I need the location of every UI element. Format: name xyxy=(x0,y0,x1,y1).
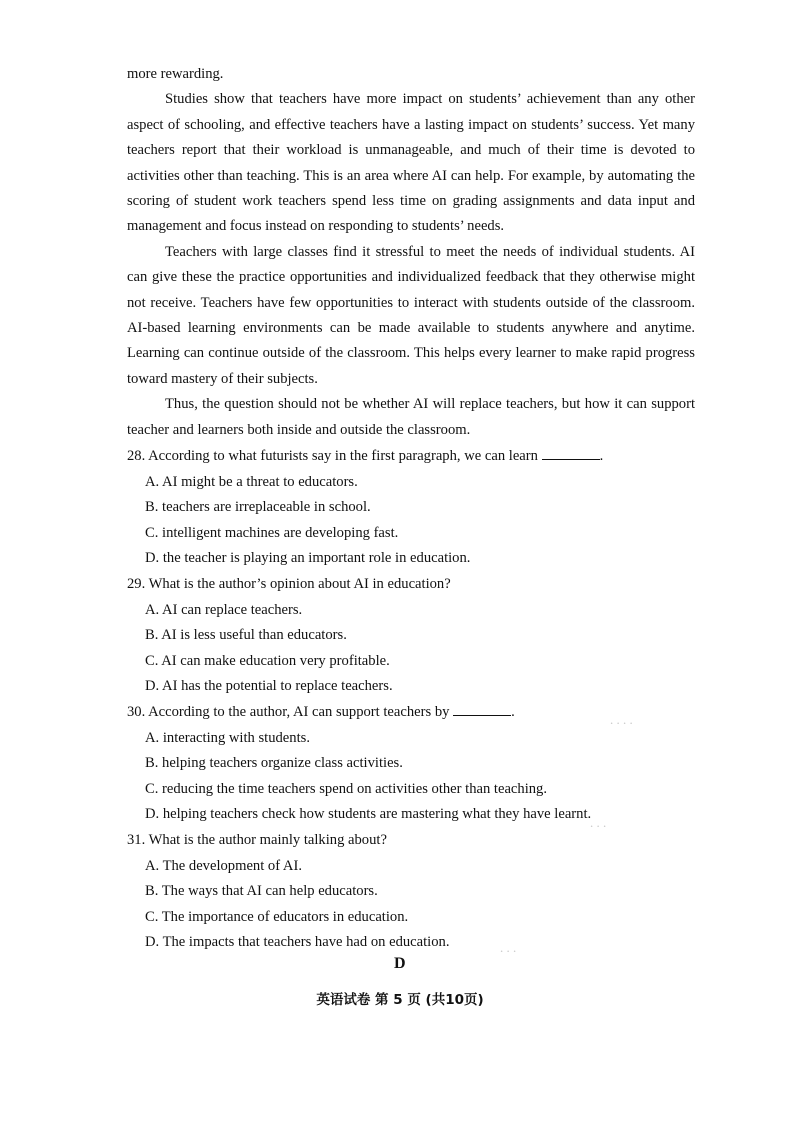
section-heading: D xyxy=(394,955,406,972)
passage-paragraph: Studies show that teachers have more impact on students’ achievement than any other aspect of schooling, and effective teachers have a lasting impact on students’ success. Yet many teachers report that their workload is unmanageable, and much of their time is devoted to activities other than teaching. This is an area where AI can help. For example, by automating the scoring of student work teachers spend less time on grading assignments and data input and management and focus instead on responding to students’ needs. xyxy=(127,91,695,235)
bleed-through-mark: . . . xyxy=(500,940,517,955)
question-stem-text: 29. What is the author’s opinion about AI in education? xyxy=(127,575,451,592)
question-28 xyxy=(127,444,702,572)
question-stem-end: . xyxy=(599,448,604,464)
option-d: D. helping teachers check how students are mastering what they have learnt. xyxy=(145,806,592,823)
option-d: D. AI has the potential to replace teachers. xyxy=(145,678,393,695)
question-list xyxy=(127,444,702,956)
option-c: C. intelligent machines are developing fast. xyxy=(145,524,399,541)
reading-passage xyxy=(127,62,695,443)
passage-paragraph: Teachers with large classes find it stressful to meet the needs of individual students. AI can give these the practice opportunities and individualized feedback that they otherwise might not receive. Teachers have few opportunities to interact with students outside of the classroom. AI-based learning environments can be made available to students anywhere and anytime. Learning can continue outside of the classroom. This helps every learner to make rapid progress toward mastery of their subjects. xyxy=(127,243,695,387)
question-stem-text: 28. According to what futurists say in the first paragraph, we can learn xyxy=(127,448,542,464)
answer-blank xyxy=(542,445,600,460)
question-stem xyxy=(127,444,702,470)
passage-paragraph: Thus, the question should not be whether AI will replace teachers, but how it can support teacher and learners both inside and outside the classroom. xyxy=(127,396,695,438)
bleed-through-mark: . . . xyxy=(590,815,607,830)
question-stem-text: 31. What is the author mainly talking about? xyxy=(127,831,387,848)
option-a: A. The development of AI. xyxy=(145,857,302,874)
option-c: C. reducing the time teachers spend on activities other than teaching. xyxy=(145,780,548,797)
page-footer: 英语试卷 第 5 页 (共10页) xyxy=(316,992,484,1008)
option-c: C. AI can make education very profitable. xyxy=(145,652,390,669)
passage-continued-line: more rewarding. xyxy=(127,66,224,82)
option-b: B. The ways that AI can help educators. xyxy=(145,883,378,900)
option-b: B. AI is less useful than educators. xyxy=(145,627,347,644)
bleed-through-mark: . . . . xyxy=(610,712,633,727)
option-a: A. interacting with students. xyxy=(145,729,310,746)
option-b: B. helping teachers organize class activities. xyxy=(145,755,403,772)
option-b: B. teachers are irreplaceable in school. xyxy=(145,499,371,516)
question-29 xyxy=(127,572,702,700)
question-stem xyxy=(127,572,702,598)
option-d: D. The impacts that teachers have had on education. xyxy=(145,934,450,951)
question-31 xyxy=(127,828,702,956)
option-d: D. the teacher is playing an important role in education. xyxy=(145,550,471,567)
question-stem xyxy=(127,828,702,854)
option-a: A. AI might be a threat to educators. xyxy=(145,473,358,490)
question-stem-text: 30. According to the author, AI can support teachers by xyxy=(127,703,454,720)
question-stem-end: . xyxy=(511,703,515,720)
option-a: A. AI can replace teachers. xyxy=(145,601,303,618)
answer-blank xyxy=(453,701,511,716)
option-c: C. The importance of educators in education. xyxy=(145,908,409,925)
